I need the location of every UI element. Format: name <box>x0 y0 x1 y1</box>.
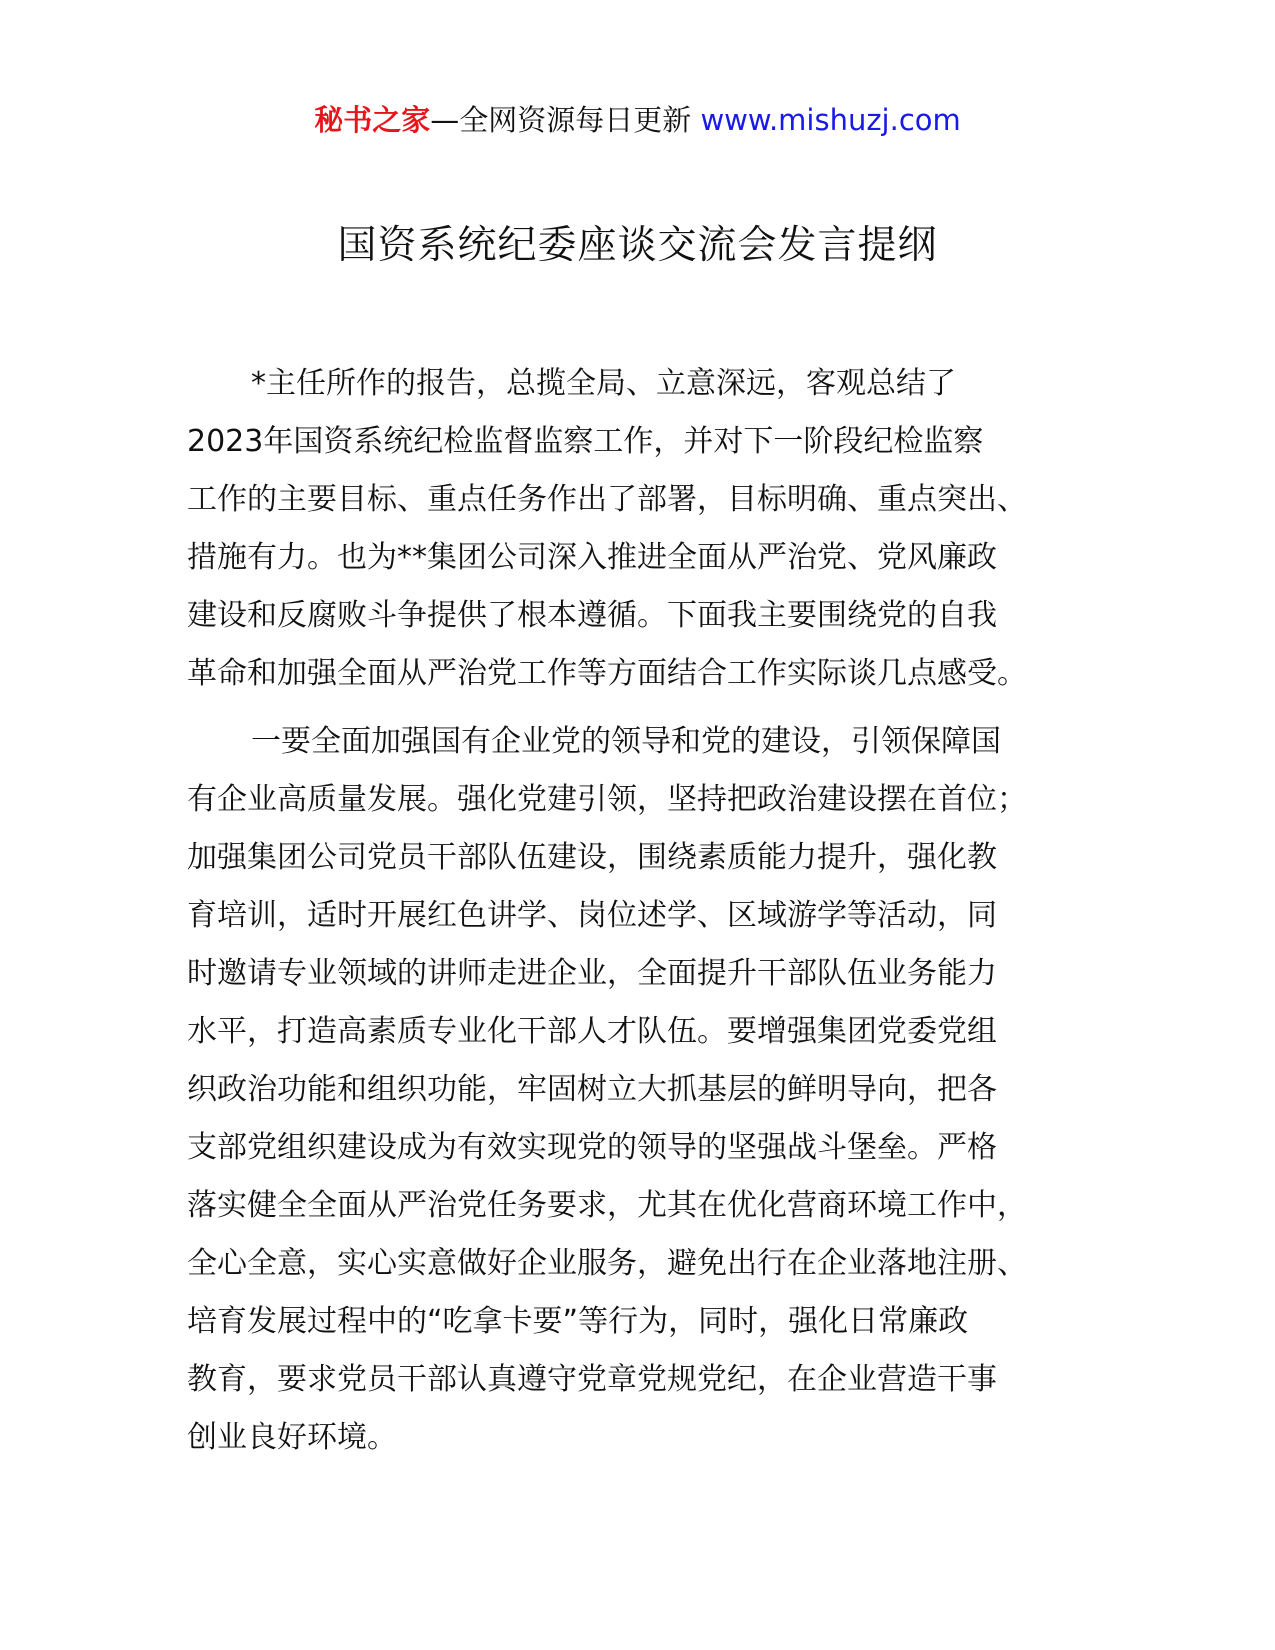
text-line: 有企业高质量发展。强化党建引领，坚持把政治建设摆在首位； <box>187 782 1027 817</box>
text-line: 措施有力。也为**集团公司深入推进全面从严治党、党风廉政 <box>187 540 997 575</box>
text-line: *主任所作的报告，总揽全局、立意深远，客观总结了 <box>251 366 956 401</box>
text-line: 培育发展过程中的“吃拿卡要”等行为，同时，强化日常廉政 <box>187 1304 969 1339</box>
text-line: 时邀请专业领域的讲师走进企业，全面提升干部队伍业务能力 <box>187 956 997 991</box>
text-line: 支部党组织建设成为有效实现党的领导的坚强战斗堡垒。严格 <box>187 1130 997 1165</box>
text-line: 工作的主要目标、重点任务作出了部署，目标明确、重点突出、 <box>187 482 1027 517</box>
text-line: 2023年国资系统纪检监督监察工作，并对下一阶段纪检监察 <box>187 424 984 459</box>
paragraph <box>187 713 1117 1467</box>
text-line: 革命和加强全面从严治党工作等方面结合工作实际谈几点感受。 <box>187 656 1027 691</box>
site-brand: 秘书之家 <box>314 103 431 137</box>
text-line: 落实健全全面从严治党任务要求，尤其在优化营商环境工作中， <box>187 1188 1027 1223</box>
text-line: 创业良好环境。 <box>187 1420 397 1455</box>
document-body <box>187 355 1117 1477</box>
text-line: 建设和反腐败斗争提供了根本遵循。下面我主要围绕党的自我 <box>187 598 997 633</box>
text-line: 织政治功能和组织功能，牢固树立大抓基层的鲜明导向，把各 <box>187 1072 997 1107</box>
text-line: 全心全意，实心实意做好企业服务，避免出行在企业落地注册、 <box>187 1246 1027 1281</box>
text-line: 加强集团公司党员干部队伍建设，围绕素质能力提升，强化教 <box>187 840 997 875</box>
site-url-link[interactable]: www.mishuzj.com <box>700 103 961 137</box>
text-line: 一要全面加强国有企业党的领导和党的建设，引领保障国 <box>251 724 1001 759</box>
site-tagline: —全网资源每日更新 <box>430 103 692 137</box>
text-line: 教育，要求党员干部认真遵守党章党规党纪，在企业营造干事 <box>187 1362 997 1397</box>
site-header <box>0 98 1275 142</box>
document-title: 国资系统纪委座谈交流会发言提纲 <box>337 223 938 268</box>
text-line: 水平，打造高素质专业化干部人才队伍。要增强集团党委党组 <box>187 1014 997 1049</box>
paragraph <box>187 355 1117 703</box>
text-line: 育培训，适时开展红色讲学、岗位述学、区域游学等活动，同 <box>187 898 997 933</box>
